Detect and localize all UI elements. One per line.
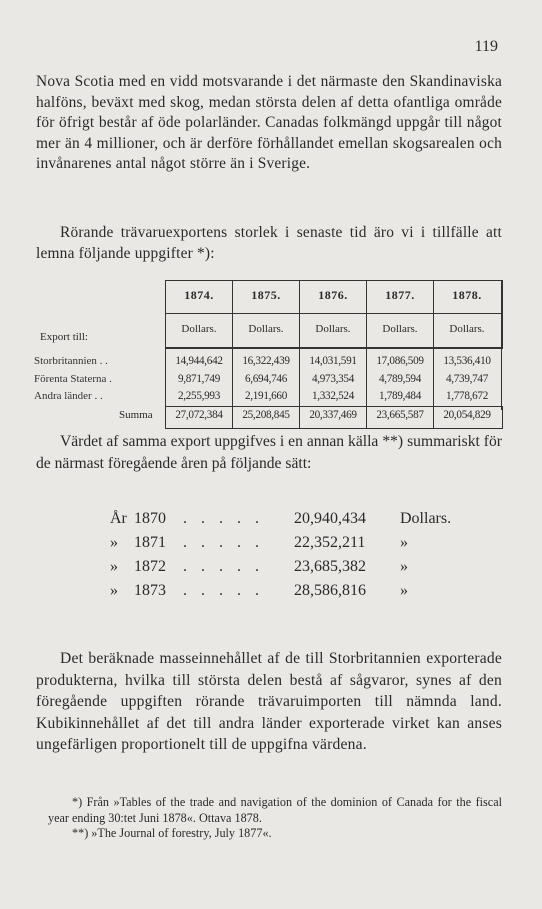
year-unit: Dollars. [400, 510, 452, 527]
year-prefix: » [110, 558, 118, 575]
leader-dots: . . . . . [183, 582, 264, 599]
sum-row [34, 411, 502, 429]
year-prefix: » [110, 534, 118, 551]
paragraph-intro: Värdet af samma export uppgifves i en annan källa **) summariskt för de närmast föregående åren på följande sätt: [36, 433, 502, 472]
year-unit: » [400, 534, 408, 551]
year: 1870 [134, 510, 166, 527]
row-header-label: Export till: [40, 331, 88, 343]
year: 1873 [134, 582, 166, 599]
year-prefix: » [110, 582, 118, 599]
year-header: 1875. [251, 288, 281, 302]
row-label: Förenta Staterna . [34, 373, 112, 385]
column-divider [501, 280, 502, 410]
year-header: 1877. [385, 288, 415, 302]
row-label: Storbritannien . . [34, 355, 108, 367]
year: 1872 [134, 558, 166, 575]
paragraph-3: Det beräknade masseinnehållet af de till Storbritannien exporterade produkterna, hvilka till största delen bestå af sågvaror, synes af den föregående uppgiften rörande trävaruimporten till nämnda land. Kubikinnehållet af det till andra länder exporterade virket kan anses ungefärligen proportionelt till de uppgifna värdena. [36, 650, 502, 754]
list-item [110, 582, 450, 604]
table-cell: 4,739,747 [445, 373, 489, 385]
year-unit: » [400, 582, 408, 599]
year-value: 20,940,434 [294, 510, 366, 527]
table-cell: 1,789,484 [378, 390, 422, 402]
sum-cell: 23,665,587 [376, 409, 424, 421]
footnote-2: **) »The Journal of forestry, July 1877«. [72, 826, 272, 840]
table-cell: 9,871,749 [177, 373, 221, 385]
unit-header: Dollars. [181, 323, 217, 335]
year-header: 1874. [184, 288, 214, 302]
year: 1871 [134, 534, 166, 551]
sum-label: Summa [119, 409, 153, 421]
year-header: 1876. [318, 288, 348, 302]
table-cell: 2,255,993 [177, 390, 221, 402]
sum-cell: 20,054,829 [443, 409, 491, 421]
table-cell: 14,031,591 [309, 355, 357, 367]
sum-cell: 20,337,469 [309, 409, 357, 421]
table-cell: 13,536,410 [443, 355, 491, 367]
table-cell: 16,322,439 [242, 355, 290, 367]
sum-cell: 27,072,384 [175, 409, 223, 421]
table-cell: 17,086,509 [376, 355, 424, 367]
table-cell: 6,694,746 [244, 373, 288, 385]
year-header: 1878. [452, 288, 482, 302]
leader-dots: . . . . . [183, 534, 264, 551]
sum-cell: 25,208,845 [242, 409, 290, 421]
table-cell: 14,944,642 [175, 355, 223, 367]
year-value: 22,352,211 [294, 534, 366, 551]
footnote-1: *) Från »Tables of the trade and navigation of the dominion of Canada for the fiscal year ending 30:tet Juni 1878«. Ottava 1878. [48, 795, 502, 825]
page-number: 119 [474, 38, 498, 55]
year-unit: » [400, 558, 408, 575]
row-label: Andra länder . . [34, 390, 103, 402]
list-item [110, 534, 450, 556]
year-value: 28,586,816 [294, 582, 366, 599]
body-top-divider [165, 347, 501, 348]
leader-dots: . . . . . [183, 510, 264, 527]
paragraph-1: Nova Scotia med en vidd motsvarande i det närmaste den Skandinaviska halföns, beväxt med skog, medan största delen af detta ofantliga område för öfrigt består af öde polarländer. Canadas folkmängd uppgår till något mer än 4 millioner, och är derföre förhållandet emellan skogsarealen och invånarenes antal något större än i Sverige. [36, 73, 502, 173]
unit-header: Dollars. [382, 323, 418, 335]
table-cell: 2,191,660 [244, 390, 288, 402]
year-value: 23,685,382 [294, 558, 366, 575]
paragraph-2: Rörande trävaruexportens storlek i senaste tid äro vi i tillfälle att lemna följande uppgifter *): [36, 224, 502, 262]
leader-dots: . . . . . [183, 558, 264, 575]
export-table [34, 280, 502, 410]
table-cell: 4,789,594 [378, 373, 422, 385]
header-divider [165, 313, 501, 314]
list-item [110, 510, 450, 532]
year-prefix: År [110, 510, 127, 527]
unit-header: Dollars. [315, 323, 351, 335]
unit-header: Dollars. [248, 323, 284, 335]
table-cell: 4,973,354 [311, 373, 355, 385]
unit-header: Dollars. [449, 323, 485, 335]
table-cell: 1,332,524 [311, 390, 355, 402]
table-cell: 1,778,672 [445, 390, 489, 402]
list-item [110, 558, 450, 580]
